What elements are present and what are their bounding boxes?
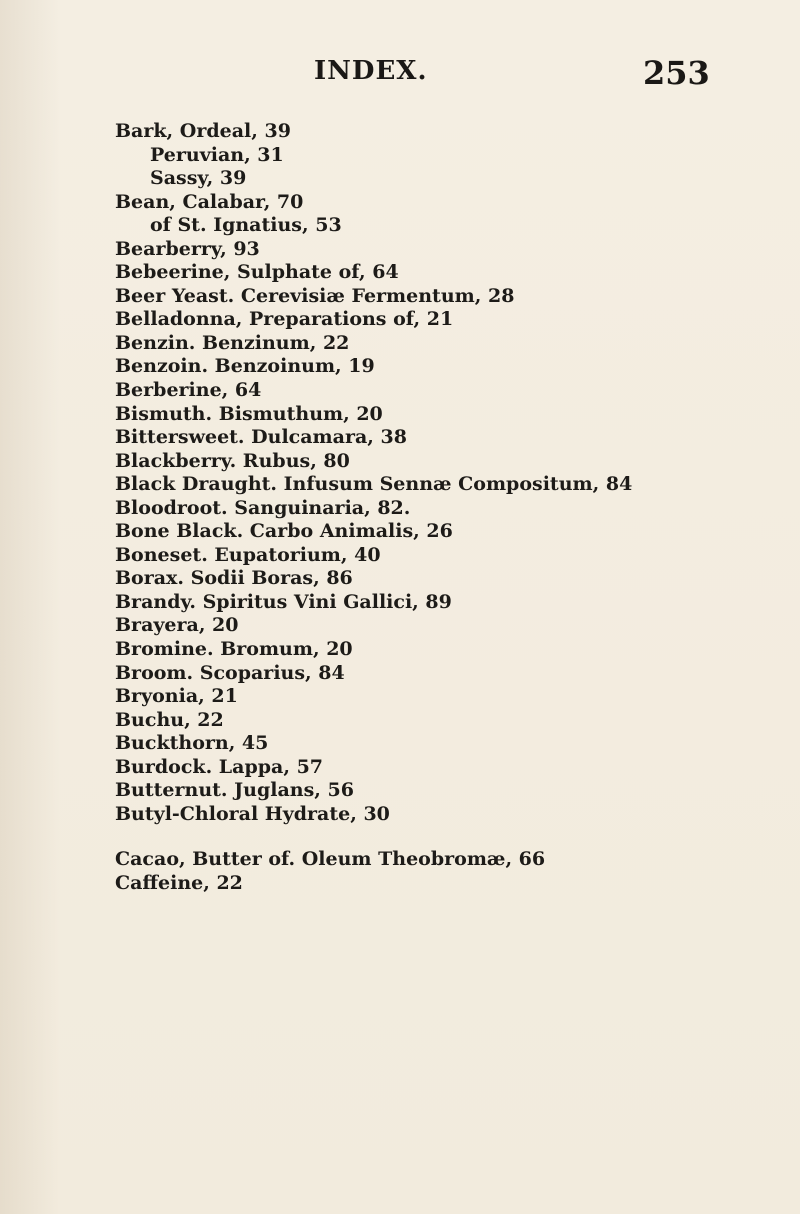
running-title: INDEX. [314, 56, 428, 86]
index-entry: Brandy. Spiritus Vini Gallici, 89 [115, 590, 452, 613]
index-entry: Bloodroot. Sanguinaria, 82. [115, 496, 411, 519]
index-entry: Buckthorn, 45 [115, 732, 269, 755]
index-subentry: Peruvian, 31 [150, 143, 284, 166]
index-entry: Buchu, 22 [115, 708, 224, 731]
index-entry: Benzin. Benzinum, 22 [115, 331, 350, 354]
index-list [115, 120, 785, 896]
index-entry: Blackberry. Rubus, 80 [115, 449, 350, 472]
index-entry: Belladonna, Preparations of, 21 [115, 308, 454, 331]
index-entry: Brayera, 20 [115, 614, 239, 637]
index-entry: Bebeerine, Sulphate of, 64 [115, 261, 399, 284]
index-entry: Bark, Ordeal, 39 [115, 120, 291, 142]
index-entry: Bromine. Bromum, 20 [115, 638, 353, 661]
index-entry: Bittersweet. Dulcamara, 38 [115, 426, 407, 449]
index-entry: Boneset. Eupatorium, 40 [115, 543, 381, 566]
index-entry: Beer Yeast. Cerevisiæ Fermentum, 28 [115, 284, 515, 307]
index-entry: Bearberry, 93 [115, 237, 260, 260]
index-entry: Berberine, 64 [115, 379, 262, 402]
index-entry: Butyl-Chloral Hydrate, 30 [115, 802, 390, 825]
index-entry: Butternut. Juglans, 56 [115, 779, 354, 802]
index-entry: Burdock. Lappa, 57 [115, 755, 324, 778]
page-number: 253 [643, 54, 710, 92]
index-entry: Bismuth. Bismuthum, 20 [115, 402, 383, 425]
index-entry: Benzoin. Benzoinum, 19 [115, 355, 375, 378]
index-entry: Borax. Sodii Boras, 86 [115, 567, 353, 590]
index-entry: Broom. Scoparius, 84 [115, 661, 345, 684]
index-subentry: of St. Ignatius, 53 [150, 214, 342, 237]
index-entry: Black Draught. Infusum Sennæ Compositum, 84 [115, 473, 633, 496]
index-entry: Bone Black. Carbo Animalis, 26 [115, 520, 453, 543]
index-entry: Bean, Calabar, 70 [115, 190, 304, 213]
index-entry: Cacao, Butter of. Oleum Theobromæ, 66 [115, 848, 546, 871]
index-entry: Bryonia, 21 [115, 685, 238, 708]
index-subentry: Sassy, 39 [150, 167, 247, 190]
index-entry: Caffeine, 22 [115, 871, 243, 894]
